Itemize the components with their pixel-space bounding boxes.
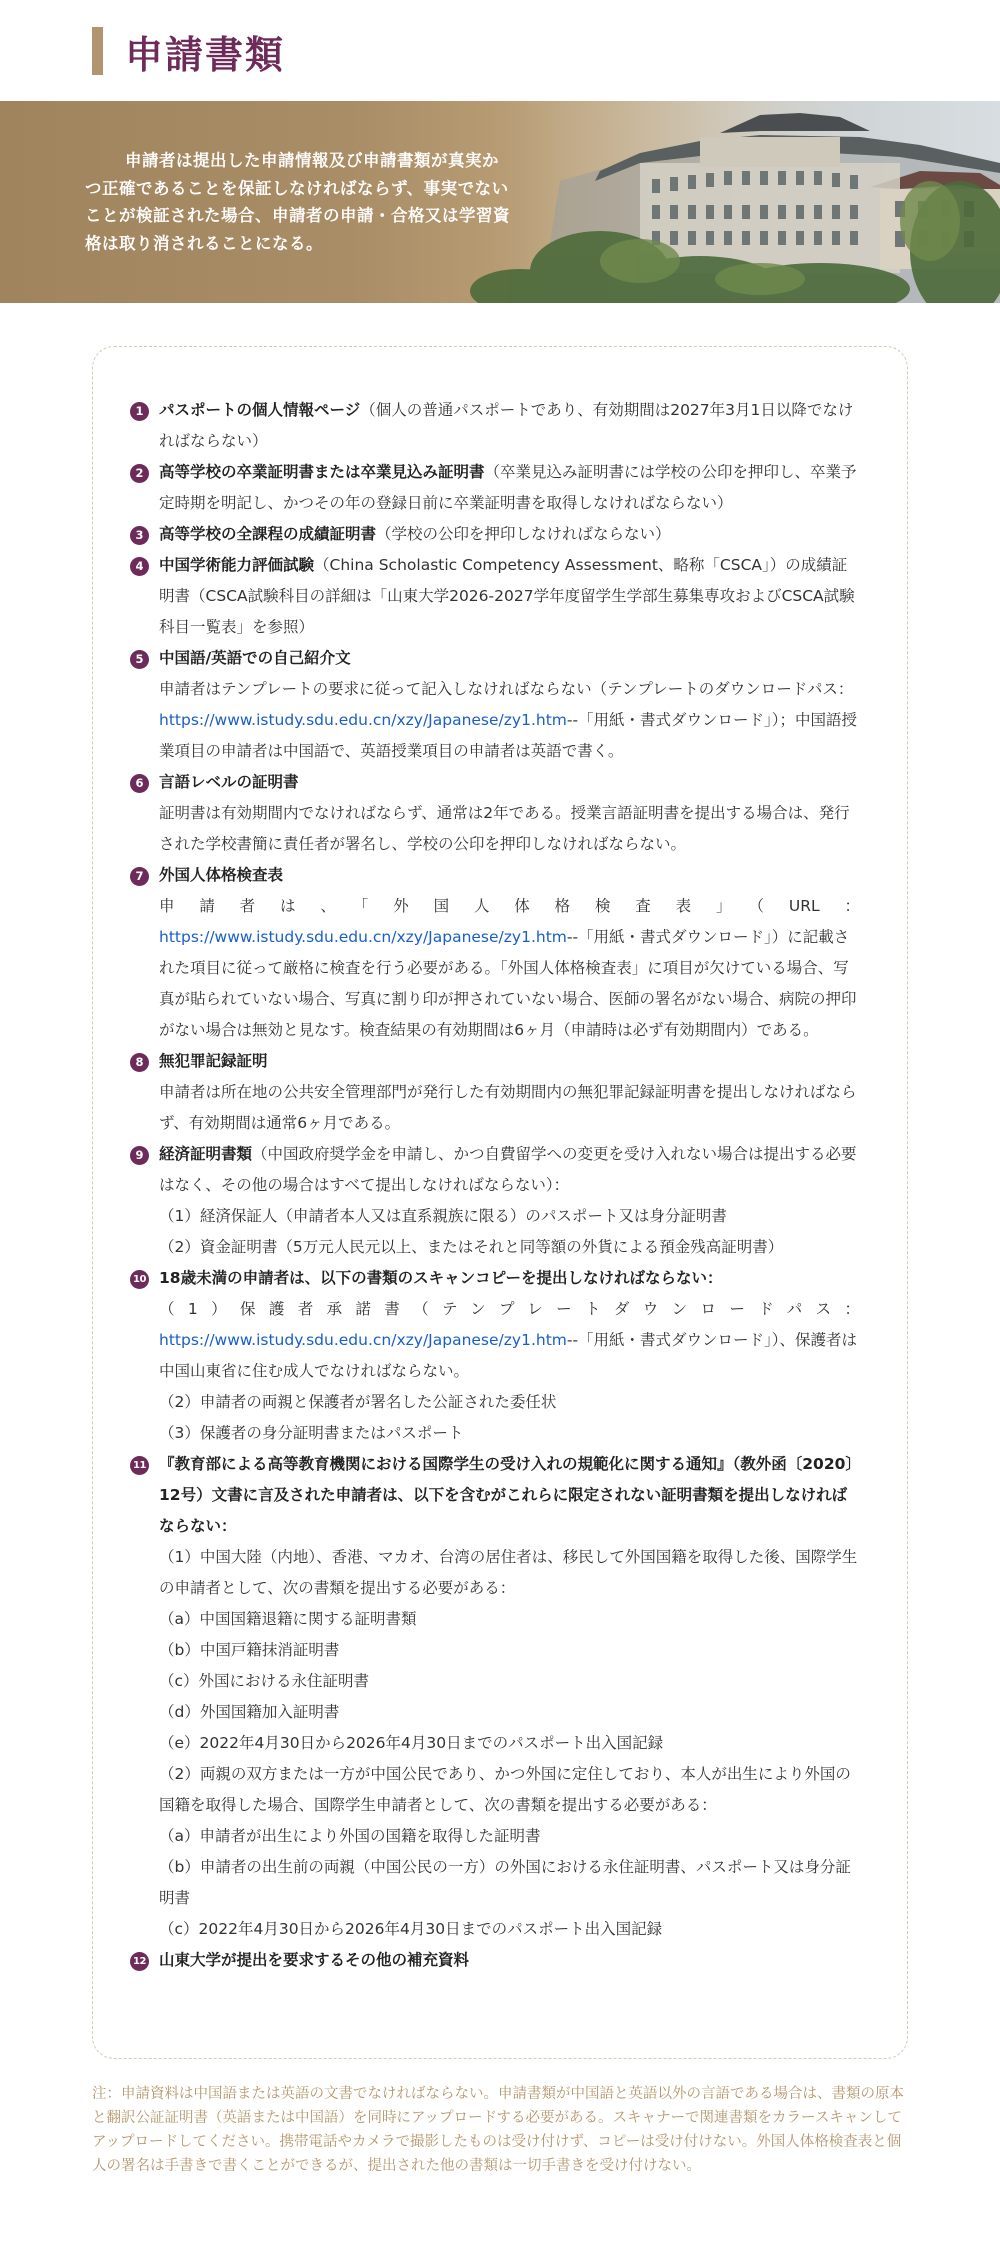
list-item (130, 1449, 860, 1945)
item-number-badge: 1 (130, 402, 149, 421)
sub-item: （e）2022年4月30日から2026年4月30日までのパスポート出入国記録 (159, 1734, 664, 1752)
item-text: （China Scholastic Competency Assessment、略称「CSCA」）の成績証明書（CSCA試験科目の詳細は「山東大学2026-2027学年度留学生学部生募集専攻およびCSCA試験科目一覧表」を参照） (159, 556, 855, 636)
item-number-badge: 10 (130, 1270, 149, 1289)
download-link[interactable]: https://www.istudy.sdu.edu.cn/xzy/Japanese/zy1.htm (159, 928, 567, 946)
item-text-post: --「用紙・書式ダウンロード」）に記載された項目に従って厳格に検査を行う必要がある。「外国人体格検査表」に項目が欠けている場合、写真が貼られていない場合、写真に割り印が押されていない場合、医師の署名がない場合、病院の押印がない場合は無効と見なす。検査結果の有効期間は6ヶ月（申請時は必ず有効期間内）である。 (159, 928, 857, 1039)
banner-text: 申請者は提出した申請情報及び申請書類が真実かつ正確であることを保証しなければならず、事実でないことが検証された場合、申請者の申請・合格又は学習資格は取り消されることになる。 (85, 151, 510, 253)
item-title: 中国語/英語での自己紹介文 (159, 649, 351, 667)
list-item (130, 395, 860, 457)
item-text: （卒業見込み証明書には学校の公印を押印し、卒業予定時期を明記し、かつその年の登録日前に卒業証明書を取得しなければならない） (159, 463, 857, 512)
item-title: 高等学校の全課程の成績証明書 (159, 525, 377, 543)
item-number-badge: 11 (130, 1456, 149, 1475)
item-text: （個人の普通パスポートであり、有効期間は2027年3月1日以降でなければならない） (159, 401, 854, 450)
sub-item: （c）2022年4月30日から2026年4月30日までのパスポート出入国記録 (159, 1920, 663, 1938)
list-item (130, 1046, 860, 1139)
list-item (130, 519, 860, 550)
item-title: 『教育部による高等教育機関における国際学生の受け入れの規範化に関する通知』（教外函〔2020〕12号）文書に言及された申請者は、以下を含むがこれらに限定されない証明書類を提出しなければならない： (159, 1455, 854, 1535)
item-text-pre: 申請者はテンプレートの要求に従って記入しなければならない（テンプレートのダウンロードパス： (159, 680, 854, 698)
sub-item: （2）申請者の両親と保護者が署名した公証された委任状 (159, 1393, 557, 1411)
item-title: 外国人体格検査表 (159, 866, 284, 884)
item-text: 証明書は有効期間内でなければならず、通常は2年である。授業言語証明書を提出する場合は、発行された学校書簡に責任者が署名し、学校の公印を押印しなければならない。 (159, 804, 850, 853)
item-text: （中国政府奨学金を申請し、かつ自費留学への変更を受け入れない場合は提出する必要はなく、その他の場合はすべて提出しなければならない）： (159, 1145, 857, 1194)
document-list (130, 395, 860, 1976)
sub-item: （a）中国国籍退籍に関する証明書類 (159, 1610, 417, 1628)
sub-item: （2）両親の双方または一方が中国公民であり、かつ外国に定住しており、本人が出生により外国の国籍を取得した場合、国際学生申請者として、次の書類を提出する必要がある： (159, 1765, 851, 1814)
item-number-badge: 9 (130, 1146, 149, 1165)
sub-item: （d）外国国籍加入証明書 (159, 1703, 340, 1721)
item-number-badge: 8 (130, 1053, 149, 1072)
item-title: 無犯罪記録証明 (159, 1052, 268, 1070)
sub-item: （b）申請者の出生前の両親（中国公民の一方）の外国における永住証明書、パスポート又は身分証明書 (159, 1858, 851, 1907)
list-item (130, 1945, 860, 1976)
item-title: 18歳未満の申請者は、以下の書類のスキャンコピーを提出しなければならない： (159, 1269, 723, 1287)
list-item (130, 550, 860, 643)
item-number-badge: 6 (130, 774, 149, 793)
sub-item: （2）資金証明書（5万元人民元以上、またはそれと同等額の外貨による預金残高証明書） (159, 1238, 784, 1256)
sub-item: （a）申請者が出生により外国の国籍を取得した証明書 (159, 1827, 541, 1845)
item-number-badge: 5 (130, 650, 149, 669)
item-number-badge: 4 (130, 557, 149, 576)
sub-item: （1）経済保証人（申請者本人又は直系親族に限る）のパスポート又は身分証明書 (159, 1207, 727, 1225)
list-item (130, 643, 860, 767)
item-title: 山東大学が提出を要求するその他の補充資料 (159, 1951, 470, 1969)
item-text: 申請者は所在地の公共安全管理部門が発行した有効期間内の無犯罪記録証明書を提出しなければならず、有効期間は通常6ヶ月である。 (159, 1083, 857, 1132)
item-text-post: --「用紙・書式ダウンロード」）；中国語授業項目の申請者は中国語で、英語授業項目の申請者は英語で書く。 (159, 711, 858, 760)
list-item (130, 860, 860, 1046)
page-title-block (92, 26, 285, 76)
footnote: 注：申請資料は中国語または英語の文書でなければならない。申請書類が中国語と英語以外の言語である場合は、書類の原本と翻訳公証証明書（英語または中国語）を同時にアップロードする必要がある。スキャナーで関連書類をカラースキャンしてアップロードしてください。携帯電話やカメラで撮影したものは受け付けず、コピーは受け付けない。外国人体格検査表と個人の署名は手書きで書くことができるが、提出された他の書類は一切手書きを受け付けない。 (92, 2086, 904, 2174)
list-item (130, 1263, 860, 1449)
item-text (159, 922, 860, 1046)
banner (0, 101, 1000, 303)
item-number-badge: 12 (130, 1952, 149, 1971)
item-number-badge: 2 (130, 464, 149, 483)
sub-item-post: --「用紙・書式ダウンロード」）、保護者は中国山東省に住む成人でなければならない。 (159, 1331, 858, 1380)
item-text-pre: 申請者は、「外国人体格検査表」（URL： (159, 897, 860, 915)
download-link[interactable]: https://www.istudy.sdu.edu.cn/xzy/Japanese/zy1.htm (159, 1331, 567, 1349)
sub-item: （3）保護者の身分証明書またはパスポート (159, 1424, 464, 1442)
page-title: 申請書類 (125, 32, 286, 77)
item-text (159, 674, 860, 767)
item-text: （学校の公印を押印しなければならない） (376, 525, 671, 543)
sub-item-pre: （1）保護者承諾書（テンプレートダウンロードパス： (159, 1300, 860, 1318)
list-item (130, 767, 860, 860)
list-item (130, 457, 860, 519)
item-title: パスポートの個人情報ページ (159, 401, 361, 419)
sub-item: （b）中国戸籍抹消証明書 (159, 1641, 340, 1659)
title-accent-bar (92, 27, 103, 75)
list-item (130, 1139, 860, 1263)
sub-item: （1）中国大陸（内地）、香港、マカオ、台湾の居住者は、移民して外国国籍を取得した後、国際学生の申請者として、次の書類を提出する必要がある： (159, 1548, 858, 1597)
item-number-badge: 3 (130, 526, 149, 545)
item-title: 言語レベルの証明書 (159, 773, 299, 791)
sub-item: （c）外国における永住証明書 (159, 1672, 370, 1690)
download-link[interactable]: https://www.istudy.sdu.edu.cn/xzy/Japanese/zy1.htm (159, 711, 567, 729)
item-title: 高等学校の卒業証明書または卒業見込み証明書 (159, 463, 485, 481)
item-number-badge: 7 (130, 867, 149, 886)
item-title: 経済証明書類 (159, 1145, 253, 1163)
sub-item (159, 1325, 860, 1387)
item-title: 中国学術能力評価試験 (159, 556, 315, 574)
